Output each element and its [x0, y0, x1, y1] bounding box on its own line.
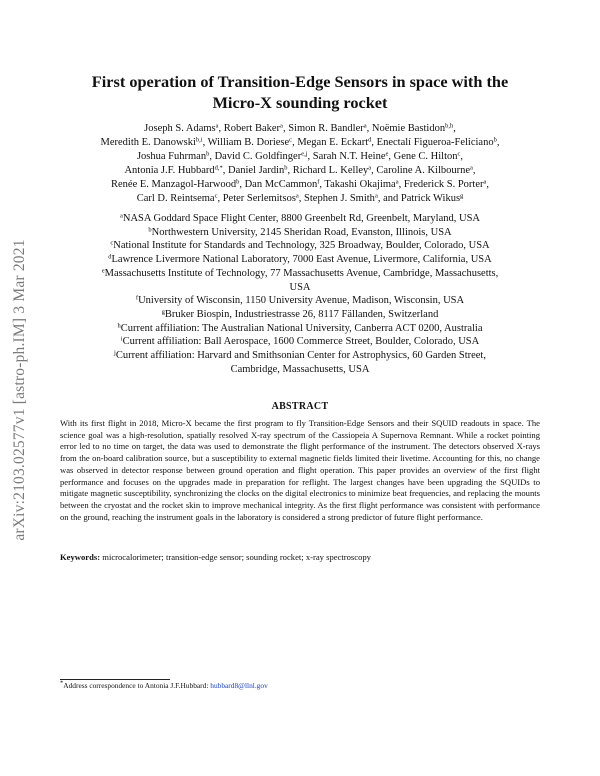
author-name: , — [460, 150, 464, 162]
author-name: , Richard L. Kelley — [287, 164, 369, 176]
affiliation-key: e — [101, 267, 105, 275]
author-name: , — [496, 136, 500, 148]
paper-title — [40, 71, 560, 113]
author-affiliation-mark: b,i — [195, 136, 203, 144]
author-line — [40, 136, 560, 150]
affiliation-text: Current affiliation: Ball Aerospace, 1600 Commerce Street, Boulder, Colorado, USA — [122, 336, 480, 348]
author-affiliation-mark: b,h — [445, 122, 454, 130]
author-name: Meredith E. Danowski — [100, 136, 196, 148]
affiliation-line — [40, 253, 560, 267]
author-affiliation-mark: e,j — [301, 150, 308, 158]
footnote-rule — [60, 679, 170, 680]
affiliation-key: g — [161, 308, 165, 316]
author-name: , Frederick S. Porter — [398, 178, 484, 190]
author-name: , David C. Goldfinger — [209, 150, 302, 162]
author-affiliation-mark: c — [214, 192, 218, 200]
author-name: , Simon R. Bandler — [282, 123, 364, 134]
author-name: , Enectalí Figueroa-Feliciano — [371, 136, 494, 148]
author-name: , Noëmie Bastidon — [366, 123, 446, 134]
author-name: , Megan E. Eckart — [292, 136, 369, 148]
author-affiliation-mark: b — [236, 178, 240, 186]
author-line — [40, 164, 560, 178]
affiliation-line — [40, 335, 560, 349]
affiliation-key: a — [120, 212, 123, 220]
author-name: , Takashi Okajima — [319, 178, 396, 190]
author-name: Renée E. Manzagol-Harwood — [111, 178, 237, 190]
author-line — [40, 150, 560, 164]
author-name: , — [472, 164, 476, 176]
affiliation-line — [40, 239, 560, 253]
author-affiliation-mark: c — [457, 150, 461, 158]
affiliation-key: c — [110, 239, 114, 247]
affiliation-text: USA — [289, 281, 311, 293]
affiliation-line — [40, 308, 560, 322]
author-name: , Daniel Jardin — [222, 164, 285, 176]
author-name: , Caroline A. Kilbourne — [371, 164, 471, 176]
affiliation-text: Current affiliation: Harvard and Smithsonian Center for Astrophysics, 60 Garden Street, — [115, 350, 486, 362]
affiliation-text: Cambridge, Massachusetts, USA — [230, 363, 370, 375]
author-name: Joseph S. Adams — [144, 123, 216, 134]
author-name: , Dan McCammon — [239, 178, 318, 190]
author-line — [40, 178, 560, 192]
author-affiliation-mark: g — [460, 192, 464, 200]
author-affiliation-mark: d — [368, 136, 372, 144]
affiliation-text: NASA Goddard Space Flight Center, 8800 Greenbelt Rd, Greenbelt, Maryland, USA — [122, 213, 480, 224]
affiliation-text: Northwestern University, 2145 Sheridan Road, Evanston, Illinois, USA — [151, 226, 452, 238]
affiliation-line — [40, 267, 560, 281]
author-affiliation-mark: a — [395, 178, 399, 186]
affiliation-line — [40, 349, 560, 363]
abstract-heading: ABSTRACT — [271, 401, 329, 412]
affiliation-list — [40, 212, 560, 376]
author-affiliation-mark: a — [280, 122, 283, 130]
affiliation-line — [40, 363, 560, 377]
affiliation-line — [40, 294, 560, 308]
keywords-label: Keywords: — [60, 552, 101, 562]
author-name: , and Patrick Wikus — [377, 192, 461, 204]
author-name: Joshua Fuhrman — [136, 150, 207, 162]
footnote-mark: * — [60, 679, 64, 687]
author-affiliation-mark: b — [206, 150, 210, 158]
affiliation-key: b — [148, 226, 152, 234]
author-name: , Robert Baker — [218, 123, 281, 134]
affiliation-text: Bruker Biospin, Industriestrasse 26, 8117 Fällanden, Switzerland — [164, 308, 439, 320]
correspondence-email-link[interactable]: hubbard8@llnl.gov — [210, 681, 268, 690]
author-name: Antonia J.F. Hubbard — [124, 164, 215, 176]
author-affiliation-mark: f — [317, 178, 320, 186]
author-affiliation-mark: a — [470, 164, 473, 172]
author-affiliation-mark: a — [483, 178, 487, 186]
author-affiliation-mark: a — [363, 122, 367, 130]
affiliation-text: Lawrence Livermore National Laboratory, 7000 East Avenue, Livermore, California, USA — [111, 254, 492, 266]
author-affiliation-mark: b — [284, 164, 288, 172]
footnote-text: Address correspondence to Antonia J.F.Hubbard: — [63, 681, 211, 690]
affiliation-text: National Institute for Standards and Technology, 325 Broadway, Boulder, Colorado, USA — [113, 240, 490, 252]
affiliation-text: Current affiliation: The Australian National University, Canberra ACT 0200, Australia — [120, 322, 483, 334]
affiliation-line — [40, 322, 560, 336]
title-line-1: First operation of Transition-Edge Sensors in space with the — [91, 72, 509, 91]
author-name: , Sarah N.T. Heine — [307, 150, 386, 162]
author-name: , Stephen J. Smith — [298, 192, 375, 204]
abstract-text: With its first flight in 2018, Micro-X became the first program to fly Transition-Edge Sensors and their SQUID readouts in space. The science goal was a high-resolution, spatially resolved X-ray spectrum of the Cassiopeia A Supernova Remnant. While a rocket pointing error led to no time on target, the data was used to demonstrate the flight performance of the instrument. The detectors observed X-rays from the on-board calibration source, but a susceptibility to external magnetic fields limited their livetime. Accounting for this, no change was observed in detector response between ground operation and flight operation. This paper provides an overview of the first flight performance and focuses on the upgrades made in preparation for reflight. The largest changes have been upgrading the SQUIDs to mitigate magnetic susceptibility, synchronizing the clocks on the digital electronics to minimize beat frequencies, and replacing the mounts between the cryostat and the rocket skin to improve mechanical integrity. As the first flight performance was consistent with performance on the ground, reaching the instrument goals in the laboratory is considered a strong predictor of future flight performance. — [60, 418, 540, 522]
affiliation-key: f — [135, 294, 139, 302]
title-line-2: Micro-X sounding rocket — [212, 93, 388, 112]
author-affiliation-mark: b — [493, 136, 497, 144]
author-affiliation-mark: d,* — [214, 164, 223, 172]
footnote — [60, 681, 268, 690]
author-name: , William B. Doriese — [202, 136, 290, 148]
author-name: , Gene C. Hilton — [388, 150, 458, 162]
arxiv-identifier: arXiv:2103.02577v1 [astro-ph.IM] 3 Mar 2021 — [11, 239, 28, 541]
author-name: , Peter Serlemitsos — [217, 192, 296, 204]
author-name: , — [486, 178, 489, 190]
affiliation-key: i — [120, 335, 123, 343]
affiliation-key: d — [108, 253, 112, 261]
author-affiliation-mark: a — [374, 192, 378, 200]
affiliation-key: j — [114, 349, 116, 357]
affiliation-key: h — [117, 322, 121, 330]
affiliation-line — [40, 281, 560, 295]
arxiv-sidebar-stamp — [10, 180, 30, 600]
author-affiliation-mark: e — [385, 150, 389, 158]
author-affiliation-mark: a — [368, 164, 372, 172]
affiliation-text: Massachusetts Institute of Technology, 77 Massachusetts Avenue, Cambridge, Massachusetts, — [104, 267, 499, 279]
author-affiliation-mark: a — [215, 122, 219, 130]
author-affiliation-mark: c — [289, 136, 293, 144]
keywords-text: microcalorimeter; transition-edge sensor; sounding rocket; x-ray spectroscopy — [102, 552, 371, 562]
author-affiliation-mark: a — [295, 192, 299, 200]
affiliation-line — [40, 226, 560, 240]
author-line — [40, 122, 560, 136]
author-name: , — [453, 123, 456, 134]
author-name: Carl D. Reintsema — [136, 192, 215, 204]
keywords — [60, 552, 540, 563]
author-list — [40, 122, 560, 205]
affiliation-line — [40, 212, 560, 226]
affiliation-text: University of Wisconsin, 1150 University Avenue, Madison, Wisconsin, USA — [138, 295, 465, 307]
author-line — [40, 192, 560, 206]
